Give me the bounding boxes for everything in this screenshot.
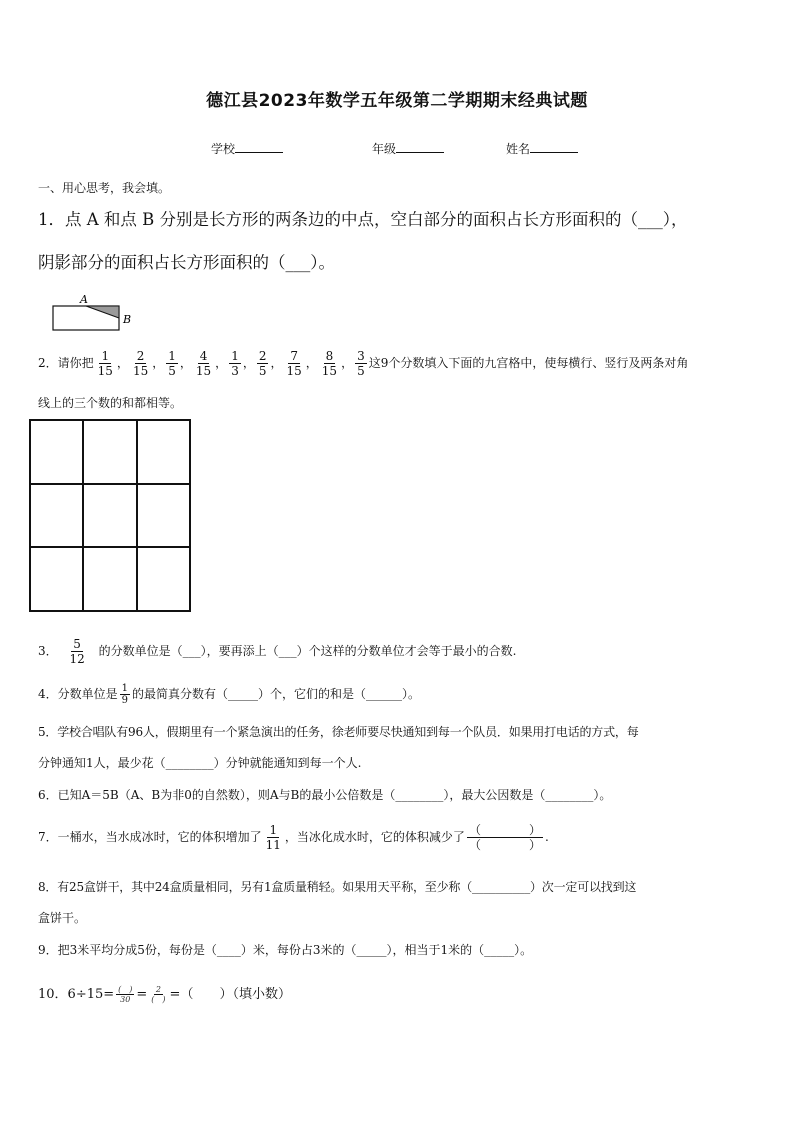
fraction-denominator: 5 (357, 364, 365, 378)
fraction-denominator: 15 (321, 364, 338, 378)
question-2-fraction (131, 349, 150, 378)
question-2-line-1 (38, 349, 688, 378)
fraction-denominator: 15 (132, 364, 149, 378)
question-3-number: 3． (38, 644, 58, 658)
nine-square-grid (29, 419, 191, 612)
question-10 (38, 985, 291, 1004)
question-2-fraction (229, 349, 241, 378)
fraction-numerator: 1 (269, 823, 278, 837)
question-7-fraction (264, 823, 283, 852)
question-1-line-2: 阴影部分的面积占长方形面积的（___）。 (38, 253, 335, 272)
fraction-numerator: 2 (136, 349, 145, 363)
separator: ， (179, 356, 192, 370)
question-4 (38, 683, 420, 706)
fraction-numerator: 1 (121, 683, 129, 694)
grid-cell (30, 547, 83, 611)
fraction-numerator: 5 (73, 637, 81, 651)
fraction-denominator: 11 (265, 838, 281, 852)
fraction-denominator: 5 (258, 364, 267, 378)
name-field (506, 140, 578, 157)
question-2-prefix: 2．请你把 (38, 356, 94, 370)
question-5-line-1: 5．学校合唱队有96人，假期里有一个紧急演出的任务，徐老师要尽快通知到每一个队员．如果用打电话的方式，每 (38, 725, 639, 739)
question-9: 9．把3米平均分成5份，每份是（____）米，每份占3米的（_____），相当于1米的（_____）。 (38, 943, 533, 957)
question-4-prefix: 4．分数单位是 (38, 687, 118, 701)
question-8-line-1: 8．有25盒饼干，其中24盒质量相同，另有1盒质量稍轻。如果用天平称，至少称（__________）次一定可以找到这 (38, 880, 637, 894)
grid-cell (83, 420, 136, 484)
answer-denominator-blank: （ ） (468, 838, 541, 852)
question-8-line-2: 盒饼干。 (38, 911, 87, 925)
fraction-numerator: 1 (168, 349, 176, 363)
fraction-denominator: 12 (69, 652, 85, 666)
grid-cell (83, 547, 136, 611)
question-10-prefix: 10．6÷15= (38, 987, 115, 1002)
equals-sign: = (136, 987, 148, 1002)
question-2-line-2: 线上的三个数的和都相等。 (38, 396, 183, 410)
separator: ， (305, 356, 318, 370)
grade-label: 年级 (372, 142, 397, 156)
rectangle-figure (46, 290, 146, 334)
name-blank (530, 152, 578, 153)
fraction-numerator: 2 (155, 985, 161, 994)
question-7-end: . (544, 830, 549, 844)
separator: ， (116, 356, 129, 370)
question-2-fractions (94, 349, 369, 378)
school-blank (235, 152, 283, 153)
fraction-numerator: 2 (258, 349, 267, 363)
question-7-answer-fraction (467, 823, 543, 852)
grid-cell (30, 484, 83, 548)
grade-blank (396, 152, 444, 153)
separator: ， (270, 356, 283, 370)
separator: ， (215, 356, 228, 370)
grid-cell (137, 484, 190, 548)
question-4-fraction (120, 683, 130, 706)
fraction-numerator: 4 (199, 349, 208, 363)
question-10-fraction-1 (116, 985, 134, 1004)
fraction-denominator: 5 (168, 364, 176, 378)
fraction-denominator: 3 (231, 364, 239, 378)
fraction-denominator: 9 (121, 695, 129, 706)
answer-numerator-blank: （ ） (468, 823, 541, 837)
fraction-numerator: 1 (231, 349, 239, 363)
name-label: 姓名 (506, 142, 531, 156)
fraction-denominator: 15 (97, 364, 113, 378)
fraction-denominator: 15 (195, 364, 212, 378)
question-7-middle: ，当冰化成水时，它的体积减少了 (284, 830, 465, 844)
grid-cell (83, 484, 136, 548)
point-b-label: B (123, 313, 132, 326)
question-3-text: 的分数单位是（___），要再添上（___）个这样的分数单位才会等于最小的合数. (98, 644, 517, 658)
separator: ， (341, 356, 354, 370)
fraction-numerator: 7 (290, 349, 298, 363)
page-title: 德江县2023年数学五年级第二学期期末经典试题 (206, 91, 588, 111)
fraction-numerator: 8 (325, 349, 334, 363)
grade-field (372, 140, 444, 157)
question-10-tail: =（ ）（填小数） (169, 987, 291, 1002)
question-2-fraction (166, 349, 178, 378)
grid-cell (30, 420, 83, 484)
question-3-fraction (67, 637, 86, 666)
question-6: 6．已知A＝5B（A、B为非0的自然数），则A与B的最小公倍数是（________），最大公因数是（________）。 (38, 788, 612, 802)
question-7-prefix: 7．一桶水，当水成冰时，它的体积增加了 (38, 830, 262, 844)
fraction-numerator: 3 (357, 349, 365, 363)
question-2-fraction (285, 349, 304, 378)
question-3 (38, 637, 516, 666)
grid-cell (137, 547, 190, 611)
question-2-suffix: 这9个分数填入下面的九宫格中，使每横行、竖行及两条对角 (368, 356, 689, 370)
school-label: 学校 (211, 142, 236, 156)
question-10-fraction-2 (149, 985, 167, 1004)
point-a-label: A (80, 293, 88, 306)
question-2-fraction (320, 349, 339, 378)
section-heading: 一、用心思考，我会填。 (38, 181, 171, 195)
grid-cell (137, 420, 190, 484)
question-2-fraction (355, 349, 367, 378)
question-2-fraction (257, 349, 269, 378)
question-4-text: 的最简真分数有（_____）个，它们的和是（______）。 (132, 687, 421, 701)
school-field (211, 140, 283, 157)
question-5-line-2: 分钟通知1人，最少花（________）分钟就能通知到每一个人. (38, 756, 362, 770)
separator: ， (242, 356, 255, 370)
separator: ， (152, 356, 165, 370)
fraction-denominator: ( ) (151, 995, 166, 1004)
question-1-line-1: 1．点 A 和点 B 分别是长方形的两条边的中点，空白部分的面积占长方形面积的（___）， (38, 210, 688, 229)
question-7 (38, 823, 549, 852)
fraction-denominator: 15 (286, 364, 302, 378)
question-2-fraction (96, 349, 115, 378)
question-2-fraction (194, 349, 213, 378)
fraction-numerator: 1 (101, 349, 110, 363)
fraction-numerator: ( ) (118, 985, 133, 994)
fraction-denominator: 30 (120, 995, 131, 1004)
